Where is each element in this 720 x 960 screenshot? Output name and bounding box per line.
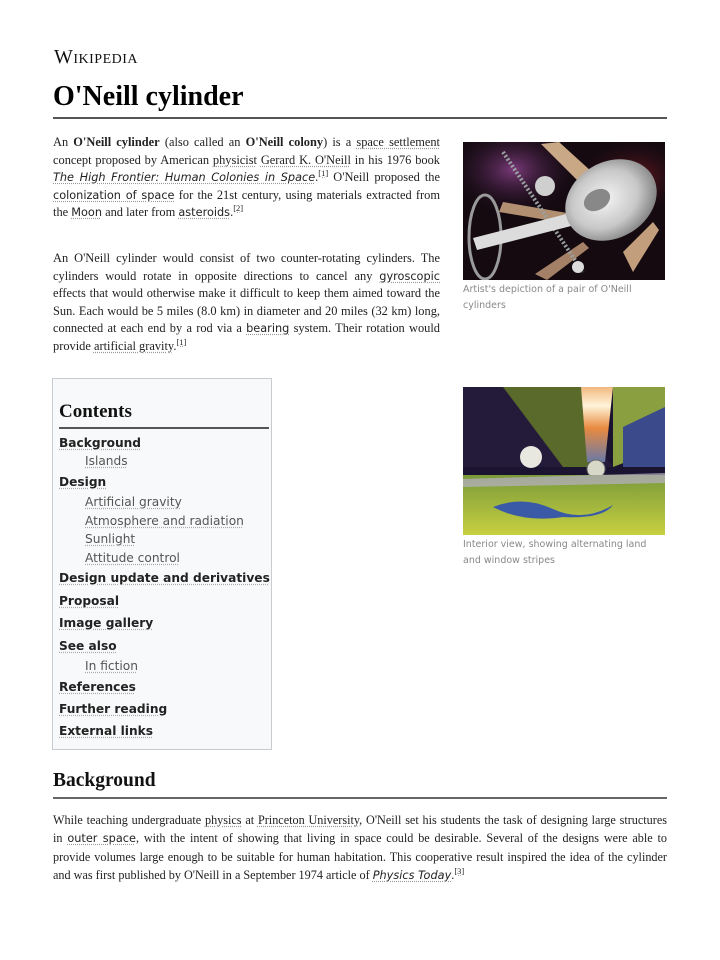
intro-paragraph-2 [53,250,440,356]
toc-item-see-also[interactable] [59,635,271,657]
page-title: O'Neill cylinder [53,81,244,112]
toc-subitem-artificial-gravity[interactable] [59,493,271,512]
text: in his 1976 book [350,152,440,167]
toc-item-further-reading[interactable] [59,698,271,720]
toc-list [59,434,271,743]
text: . [173,338,177,353]
link-moon[interactable]: Moon [71,206,102,220]
toc-label[interactable]: Proposal [59,593,120,608]
dome [520,446,542,468]
link-colonization-of-space[interactable]: colonization of space [53,188,175,202]
toc-label[interactable]: Sunlight [85,532,136,547]
link-outer-space[interactable]: outer space [67,832,136,845]
text: . [315,170,319,185]
toc-label[interactable]: References [59,679,136,694]
link-artificial-gravity[interactable]: artificial gravity [93,338,174,353]
toc-subitem-in-fiction[interactable] [59,657,271,676]
link-high-frontier-book[interactable]: The High Frontier: Human Colonies in Space [53,171,316,185]
table-of-contents [52,378,272,750]
link-gyroscopic[interactable]: gyroscopic [379,269,440,283]
interior-view-image[interactable] [463,387,665,535]
text: , O'Neill set his students the task of designing large structures in [53,813,667,845]
toc-label[interactable]: See also [59,638,117,653]
link-space-settlement[interactable]: space settlement [356,135,440,149]
figure-caption: Artist's depiction of a pair of O'Neill cylinders [463,284,632,311]
toc-label[interactable]: Image gallery [59,616,154,631]
toc-label[interactable]: Artificial gravity [85,494,182,509]
text: , with the intent of showing that living in space could be desirable. Several of the designs were able to provide volumes large enough to be suitable for human habitation. This cooperative result inspired the idea of the cylinder and was first published by O'Neill in a September 1974 article of [53,831,667,882]
toc-item-background[interactable] [59,434,271,452]
toc-label[interactable]: External links [59,724,154,739]
background-paragraph [53,811,667,885]
intro-paragraph-1 [53,134,440,222]
toc-label[interactable]: Design [59,474,107,489]
link-asteroids[interactable]: asteroids [178,206,231,220]
text: While teaching undergraduate [53,813,205,827]
satellite [572,261,584,273]
link-bearing[interactable]: bearing [246,322,290,336]
figure-caption: Interior view, showing alternating land and window stripes [463,539,647,566]
text: O'Neill proposed the [328,170,440,185]
toc-label[interactable]: Attitude control [85,550,180,565]
toc-item-proposal[interactable] [59,590,271,612]
figure-interior [463,387,665,568]
toc-label[interactable]: Design update and derivatives [59,571,270,586]
toc-item-design[interactable] [59,471,271,493]
toc-label[interactable]: Further reading [59,701,168,716]
text: and later from [101,205,179,220]
toc-label[interactable]: Atmosphere and radiation [85,513,244,528]
text: . [230,205,234,220]
citation-2[interactable]: [2] [233,203,244,214]
text: An [53,135,74,149]
exterior-cylinders-image[interactable] [463,142,665,280]
toc-subitem-sunlight[interactable] [59,530,271,549]
wikipedia-wordmark[interactable]: Wikipedia [54,46,139,68]
toc-item-references[interactable] [59,676,271,698]
text: concept proposed by American [53,152,213,167]
toc-divider [59,427,269,429]
text: for the 21st century, using materials extracted from the [53,187,440,220]
text: effects that would otherwise make it difficult to keep them aimed toward the Sun. Each would be 5 miles (8.0 km) in diameter and 20 miles (32 km) long, connected at each end by a rod via a [53,286,440,336]
toc-subitem-attitude-control[interactable] [59,549,271,568]
section-divider [53,797,667,799]
toc-label[interactable]: Islands [85,454,128,468]
text: ) is a [323,135,357,149]
section-heading-background: Background [53,770,156,791]
citation-3[interactable]: [3] [454,865,465,876]
citation-1[interactable]: [1] [176,336,187,347]
text: An O'Neill cylinder would consist of two counter-rotating cylinders. The cylinders would rotate in opposite directions to cancel any [53,251,440,283]
bold-term: O'Neill colony [245,135,324,149]
toc-subitem-atmosphere-radiation[interactable] [59,512,271,531]
link-physicist[interactable]: physicist [212,152,257,167]
text: . [451,868,455,882]
citation-1[interactable]: [1] [318,168,329,179]
link-gerard-oneill[interactable]: Gerard K. O'Neill [260,152,351,167]
title-divider [53,117,667,119]
satellite [535,176,555,196]
link-physics[interactable]: physics [204,813,242,827]
toc-title: Contents [59,401,132,422]
toc-item-image-gallery[interactable] [59,612,271,634]
toc-item-design-update[interactable] [59,567,271,589]
link-princeton-university[interactable]: Princeton University [257,813,360,827]
toc-label[interactable]: In fiction [85,658,138,673]
text: system. Their rotation would provide [53,321,440,353]
toc-subitem-islands[interactable] [59,452,271,471]
toc-item-external-links[interactable] [59,720,271,742]
figure-exterior [463,142,665,313]
link-physics-today[interactable]: Physics Today [372,869,452,882]
text: at [241,813,258,827]
text: (also called an [159,135,246,149]
bold-term: O'Neill cylinder [73,135,160,149]
toc-label[interactable]: Background [59,436,142,450]
